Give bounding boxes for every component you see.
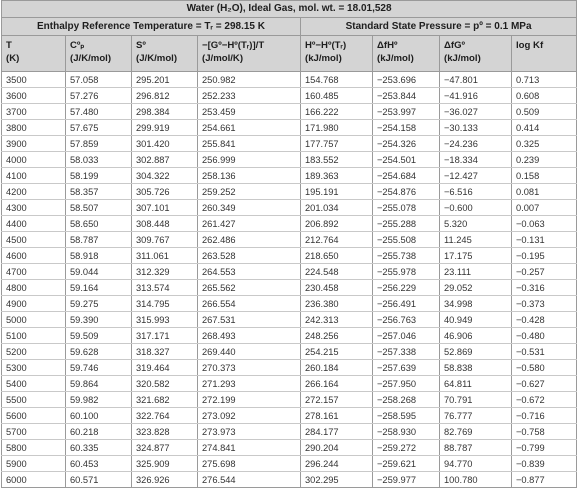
table-cell: 59.982 [66, 392, 132, 408]
table-cell: 274.841 [198, 440, 301, 456]
table-cell: −0.716 [512, 408, 577, 424]
table-cell: 64.811 [440, 376, 512, 392]
table-cell: 309.767 [132, 232, 198, 248]
column-label: Cºₚ [70, 40, 85, 51]
table-cell: 166.222 [301, 104, 373, 120]
table-cell: 261.427 [198, 216, 301, 232]
table-cell: −0.480 [512, 328, 577, 344]
table-cell: 264.553 [198, 264, 301, 280]
table-cell: 272.199 [198, 392, 301, 408]
table-cell: 23.111 [440, 264, 512, 280]
table-cell: 0.713 [512, 72, 577, 88]
column-header-row [2, 36, 577, 72]
table-cell: 5300 [2, 360, 66, 376]
table-cell: −259.272 [373, 440, 440, 456]
column-unit: (kJ/mol) [305, 53, 342, 64]
column-unit: (kJ/mol) [377, 53, 414, 64]
table-cell: 177.757 [301, 136, 373, 152]
table-cell: 276.544 [198, 472, 301, 488]
table-row [2, 168, 577, 184]
column-header [301, 36, 373, 72]
table-cell: −255.288 [373, 216, 440, 232]
table-cell: −258.930 [373, 424, 440, 440]
table-cell: −0.627 [512, 376, 577, 392]
table-cell: 242.313 [301, 312, 373, 328]
table-cell: 5800 [2, 440, 66, 456]
table-cell: 0.608 [512, 88, 577, 104]
table-cell: 52.869 [440, 344, 512, 360]
table-cell: 3500 [2, 72, 66, 88]
table-cell: −0.877 [512, 472, 577, 488]
table-cell: 262.486 [198, 232, 301, 248]
table-cell: 278.161 [301, 408, 373, 424]
table-cell: 5600 [2, 408, 66, 424]
table-cell: 307.101 [132, 200, 198, 216]
table-cell: 59.509 [66, 328, 132, 344]
table-cell: 212.764 [301, 232, 373, 248]
table-row [2, 184, 577, 200]
table-row [2, 392, 577, 408]
table-cell: 320.582 [132, 376, 198, 392]
table-cell: −258.595 [373, 408, 440, 424]
table-cell: −0.428 [512, 312, 577, 328]
table-cell: −0.839 [512, 456, 577, 472]
column-header [66, 36, 132, 72]
table-cell: 302.295 [301, 472, 373, 488]
table-cell: −253.844 [373, 88, 440, 104]
table-cell: 5000 [2, 312, 66, 328]
table-cell: 3600 [2, 88, 66, 104]
table-cell: 256.999 [198, 152, 301, 168]
table-cell: 250.982 [198, 72, 301, 88]
table-cell: −259.621 [373, 456, 440, 472]
table-cell: 4100 [2, 168, 66, 184]
table-cell: 311.061 [132, 248, 198, 264]
table-cell: 272.157 [301, 392, 373, 408]
column-label: Hº−Hº(Tᵣ) [305, 40, 347, 51]
table-cell: −254.684 [373, 168, 440, 184]
table-cell: 4800 [2, 280, 66, 296]
table-cell: 218.650 [301, 248, 373, 264]
table-cell: 171.980 [301, 120, 373, 136]
table-cell: 58.918 [66, 248, 132, 264]
table-cell: 284.177 [301, 424, 373, 440]
table-cell: 59.390 [66, 312, 132, 328]
table-cell: −6.516 [440, 184, 512, 200]
table-cell: 0.158 [512, 168, 577, 184]
table-cell: 0.239 [512, 152, 577, 168]
table-cell: −0.373 [512, 296, 577, 312]
table-cell: 290.204 [301, 440, 373, 456]
table-cell: −256.491 [373, 296, 440, 312]
table-cell: 265.562 [198, 280, 301, 296]
table-cell: −258.268 [373, 392, 440, 408]
table-cell: −257.046 [373, 328, 440, 344]
table-cell: 224.548 [301, 264, 373, 280]
column-unit: (kJ/mol) [444, 53, 481, 64]
table-cell: 11.245 [440, 232, 512, 248]
table-cell: 273.092 [198, 408, 301, 424]
table-cell: 271.293 [198, 376, 301, 392]
table-row [2, 152, 577, 168]
table-cell: 76.777 [440, 408, 512, 424]
column-label: ΔfGº [444, 40, 466, 51]
table-cell: 60.100 [66, 408, 132, 424]
column-label: −[Gº−Hº(Tᵣ)]/T [202, 40, 265, 51]
table-cell: 5200 [2, 344, 66, 360]
table-cell: 266.554 [198, 296, 301, 312]
column-unit: (K) [6, 53, 20, 64]
table-cell: 82.769 [440, 424, 512, 440]
table-cell: 259.252 [198, 184, 301, 200]
table-cell: 4200 [2, 184, 66, 200]
table-row [2, 136, 577, 152]
table-cell: −255.978 [373, 264, 440, 280]
table-cell: 301.420 [132, 136, 198, 152]
table-cell: −254.876 [373, 184, 440, 200]
table-cell: −255.738 [373, 248, 440, 264]
table-cell: 299.919 [132, 120, 198, 136]
table-row [2, 408, 577, 424]
table-row [2, 72, 577, 88]
table-cell: −256.763 [373, 312, 440, 328]
table-cell: −256.229 [373, 280, 440, 296]
table-cell: 252.233 [198, 88, 301, 104]
table-cell: 60.453 [66, 456, 132, 472]
table-cell: −259.977 [373, 472, 440, 488]
column-unit: (J/mol/K) [202, 53, 244, 64]
table-cell: −255.078 [373, 200, 440, 216]
table-cell: 296.244 [301, 456, 373, 472]
table-cell: 58.650 [66, 216, 132, 232]
table-cell: 4900 [2, 296, 66, 312]
table-cell: 40.949 [440, 312, 512, 328]
table-row [2, 328, 577, 344]
table-cell: 60.335 [66, 440, 132, 456]
table-cell: 183.552 [301, 152, 373, 168]
table-cell: 58.357 [66, 184, 132, 200]
table-cell: 4600 [2, 248, 66, 264]
table-cell: 60.218 [66, 424, 132, 440]
table-cell: 3900 [2, 136, 66, 152]
table-cell: 5400 [2, 376, 66, 392]
table-cell: 4700 [2, 264, 66, 280]
table-cell: 58.033 [66, 152, 132, 168]
table-cell: 312.329 [132, 264, 198, 280]
table-cell: −255.508 [373, 232, 440, 248]
table-cell: 321.682 [132, 392, 198, 408]
table-cell: 160.485 [301, 88, 373, 104]
table-row [2, 456, 577, 472]
table-cell: 295.201 [132, 72, 198, 88]
table-cell: −257.639 [373, 360, 440, 376]
table-row [2, 232, 577, 248]
table-row [2, 104, 577, 120]
table-cell: 317.171 [132, 328, 198, 344]
column-header [373, 36, 440, 72]
table-title: Water (H₂O), Ideal Gas, mol. wt. = 18.01,528 [2, 1, 577, 18]
table-row [2, 424, 577, 440]
table-cell: 273.973 [198, 424, 301, 440]
table-cell: 319.464 [132, 360, 198, 376]
table-cell: 322.764 [132, 408, 198, 424]
table-cell: 57.058 [66, 72, 132, 88]
table-cell: 0.325 [512, 136, 577, 152]
table-row [2, 280, 577, 296]
table-row [2, 360, 577, 376]
table-cell: −257.950 [373, 376, 440, 392]
column-header [2, 36, 66, 72]
table-cell: 58.507 [66, 200, 132, 216]
table-cell: 206.892 [301, 216, 373, 232]
table-cell: 270.373 [198, 360, 301, 376]
table-cell: −0.257 [512, 264, 577, 280]
table-cell: 5700 [2, 424, 66, 440]
table-cell: −254.158 [373, 120, 440, 136]
table-cell: 4400 [2, 216, 66, 232]
column-header [132, 36, 198, 72]
table-cell: 266.164 [301, 376, 373, 392]
thermo-table [1, 0, 577, 488]
table-cell: −0.195 [512, 248, 577, 264]
column-label: Sº [136, 40, 146, 51]
table-cell: 60.571 [66, 472, 132, 488]
table-cell: 318.327 [132, 344, 198, 360]
table-cell: 4300 [2, 200, 66, 216]
table-cell: 189.363 [301, 168, 373, 184]
table-cell: 324.877 [132, 440, 198, 456]
table-cell: 5500 [2, 392, 66, 408]
table-cell: −0.799 [512, 440, 577, 456]
table-cell: 236.380 [301, 296, 373, 312]
table-row [2, 248, 577, 264]
table-cell: 58.787 [66, 232, 132, 248]
table-cell: −0.600 [440, 200, 512, 216]
table-cell: 298.384 [132, 104, 198, 120]
table-cell: 59.164 [66, 280, 132, 296]
table-cell: −18.334 [440, 152, 512, 168]
column-header [198, 36, 301, 72]
table-cell: −41.916 [440, 88, 512, 104]
table-cell: 57.859 [66, 136, 132, 152]
table-cell: −254.326 [373, 136, 440, 152]
table-cell: 100.780 [440, 472, 512, 488]
table-cell: 0.081 [512, 184, 577, 200]
table-cell: 59.628 [66, 344, 132, 360]
table-cell: 70.791 [440, 392, 512, 408]
column-unit: (J/K/mol) [136, 53, 178, 64]
table-cell: −0.316 [512, 280, 577, 296]
table-cell: 302.887 [132, 152, 198, 168]
table-cell: −0.131 [512, 232, 577, 248]
table-cell: 260.349 [198, 200, 301, 216]
table-cell: 29.052 [440, 280, 512, 296]
table-cell: 325.909 [132, 456, 198, 472]
table-cell: 195.191 [301, 184, 373, 200]
reference-temperature: Enthalpy Reference Temperature = Tᵣ = 298.15 K [2, 18, 301, 36]
table-cell: 3700 [2, 104, 66, 120]
table-cell: 57.675 [66, 120, 132, 136]
table-row [2, 216, 577, 232]
table-cell: 0.509 [512, 104, 577, 120]
table-cell: 248.256 [301, 328, 373, 344]
table-row [2, 344, 577, 360]
table-cell: 4500 [2, 232, 66, 248]
table-cell: −0.063 [512, 216, 577, 232]
table-cell: −0.580 [512, 360, 577, 376]
table-cell: 4000 [2, 152, 66, 168]
table-cell: 275.698 [198, 456, 301, 472]
table-row [2, 200, 577, 216]
table-cell: −0.531 [512, 344, 577, 360]
column-label: log Kf [516, 40, 544, 51]
table-cell: −36.027 [440, 104, 512, 120]
table-cell: 58.838 [440, 360, 512, 376]
table-row [2, 264, 577, 280]
column-label: ΔfHº [377, 40, 398, 51]
table-cell: 305.726 [132, 184, 198, 200]
table-cell: 17.175 [440, 248, 512, 264]
table-body [2, 72, 577, 488]
table-cell: −12.427 [440, 168, 512, 184]
table-cell: 267.531 [198, 312, 301, 328]
table-row [2, 296, 577, 312]
table-cell: −0.758 [512, 424, 577, 440]
column-header [512, 36, 577, 72]
table-cell: 58.199 [66, 168, 132, 184]
table-cell: −257.338 [373, 344, 440, 360]
table-cell: 269.440 [198, 344, 301, 360]
table-cell: 230.458 [301, 280, 373, 296]
table-cell: 314.795 [132, 296, 198, 312]
table-cell: 260.184 [301, 360, 373, 376]
table-row [2, 120, 577, 136]
table-cell: 5.320 [440, 216, 512, 232]
table-cell: 304.322 [132, 168, 198, 184]
table-cell: 3800 [2, 120, 66, 136]
table-cell: 59.044 [66, 264, 132, 280]
table-cell: 59.275 [66, 296, 132, 312]
table-cell: −30.133 [440, 120, 512, 136]
table-cell: −24.236 [440, 136, 512, 152]
table-cell: 34.998 [440, 296, 512, 312]
table-cell: 57.480 [66, 104, 132, 120]
column-label: T [6, 40, 12, 51]
table-cell: 308.448 [132, 216, 198, 232]
table-cell: 326.926 [132, 472, 198, 488]
table-cell: 57.276 [66, 88, 132, 104]
table-cell: −254.501 [373, 152, 440, 168]
table-cell: 255.841 [198, 136, 301, 152]
table-cell: 296.812 [132, 88, 198, 104]
table-cell: 6000 [2, 472, 66, 488]
column-header [440, 36, 512, 72]
table-row [2, 312, 577, 328]
table-cell: 201.034 [301, 200, 373, 216]
table-cell: 313.574 [132, 280, 198, 296]
table-row [2, 472, 577, 488]
table-cell: 88.787 [440, 440, 512, 456]
standard-pressure: Standard State Pressure = pº = 0.1 MPa [301, 18, 577, 36]
table-cell: 59.746 [66, 360, 132, 376]
table-cell: 0.414 [512, 120, 577, 136]
table-cell: 268.493 [198, 328, 301, 344]
table-cell: −0.672 [512, 392, 577, 408]
table-cell: 254.215 [301, 344, 373, 360]
table-cell: 5100 [2, 328, 66, 344]
table-cell: 5900 [2, 456, 66, 472]
table-cell: 258.136 [198, 168, 301, 184]
table-row [2, 376, 577, 392]
table-row [2, 88, 577, 104]
table-cell: 46.906 [440, 328, 512, 344]
table-cell: 254.661 [198, 120, 301, 136]
table-cell: −253.696 [373, 72, 440, 88]
table-cell: 59.864 [66, 376, 132, 392]
table-cell: 0.007 [512, 200, 577, 216]
table-cell: 154.768 [301, 72, 373, 88]
table-cell: −253.997 [373, 104, 440, 120]
table-cell: 94.770 [440, 456, 512, 472]
table-cell: 323.828 [132, 424, 198, 440]
table-row [2, 440, 577, 456]
table-cell: 263.528 [198, 248, 301, 264]
table-cell: 253.459 [198, 104, 301, 120]
table-cell: −47.801 [440, 72, 512, 88]
table-cell: 315.993 [132, 312, 198, 328]
column-unit: (J/K/mol) [70, 53, 112, 64]
